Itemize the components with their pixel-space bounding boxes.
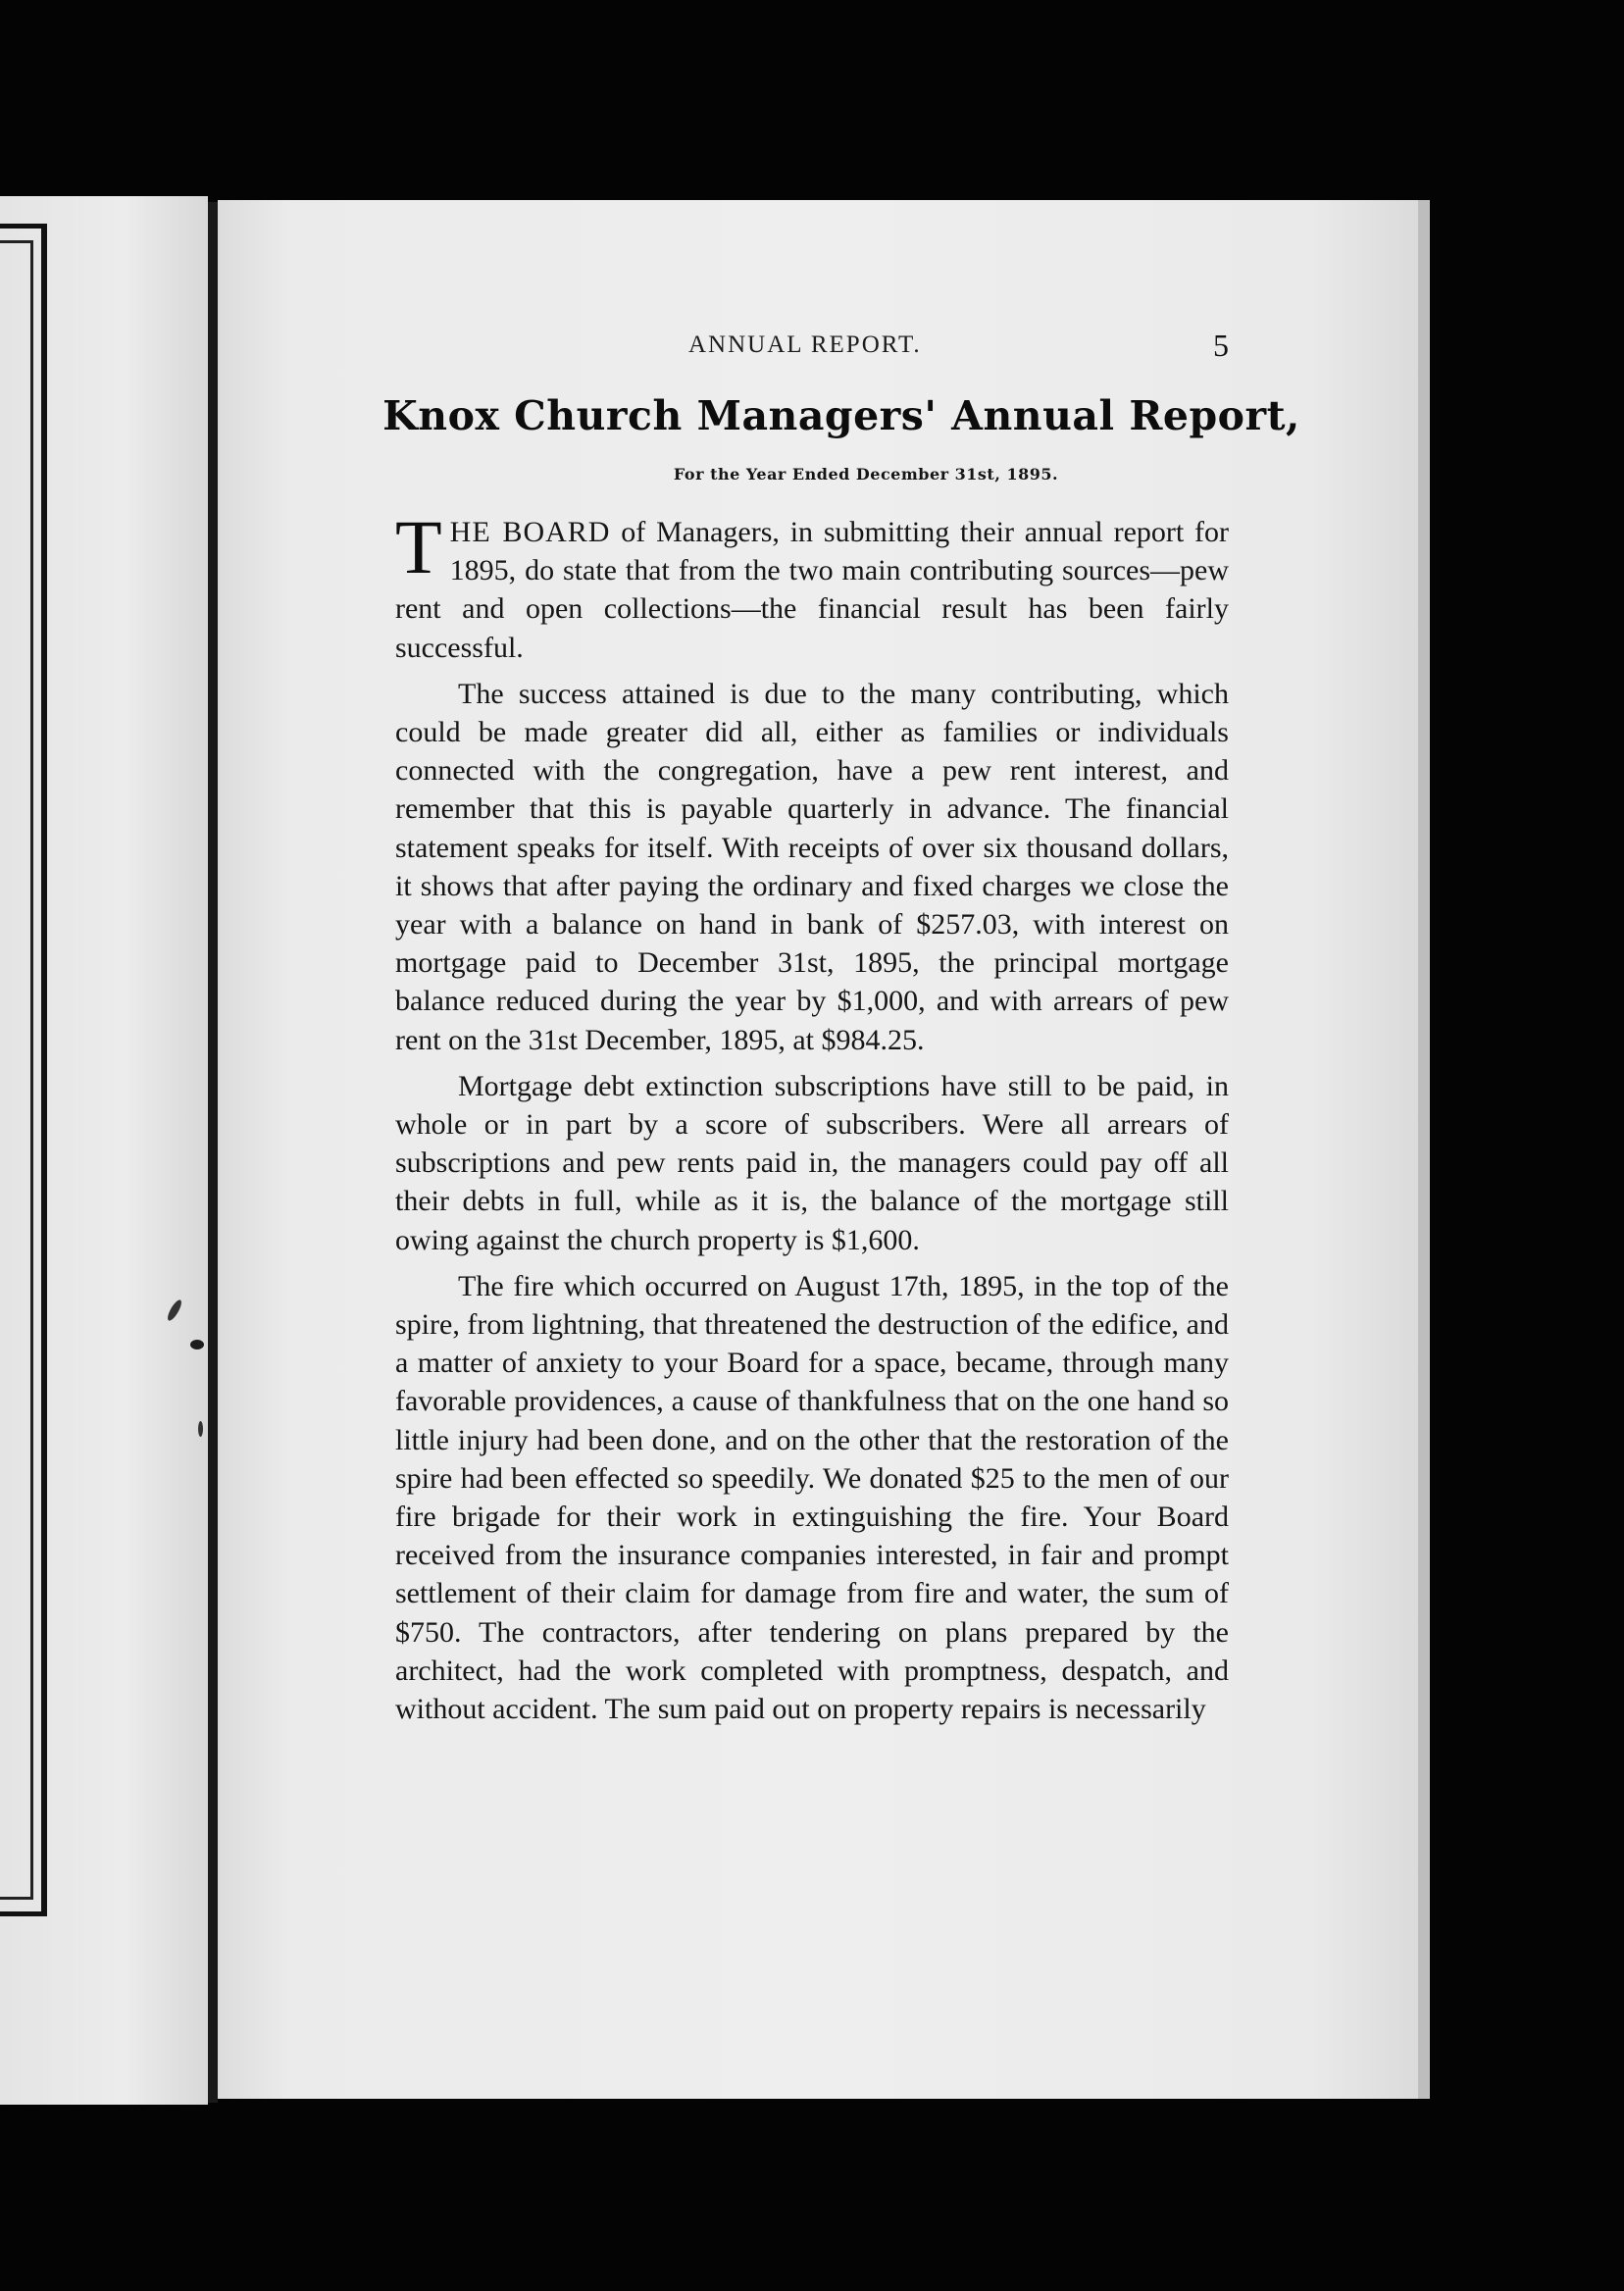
ink-speck — [198, 1421, 203, 1437]
paragraph-1-text: of Managers, in submitting their annual report for 1895, do state that from the two main contributing sources—pew rent and open collections—the financial result has been fairly successful. — [395, 516, 1229, 664]
facing-page-border — [0, 224, 47, 1916]
ink-speck — [190, 1340, 204, 1349]
running-head — [218, 328, 1430, 371]
paragraph-1-caps: HE BOARD — [449, 516, 611, 548]
report-body — [395, 504, 1229, 1736]
drop-cap: T — [395, 504, 442, 589]
running-title: ANNUAL REPORT. — [688, 331, 922, 358]
report-subtitle-text: For the Year Ended December 31st, 1895. — [673, 465, 1059, 484]
facing-page-inner-border — [0, 240, 33, 1900]
report-title — [218, 392, 1430, 439]
page-edge — [1418, 200, 1430, 2099]
paragraph-3: Mortgage debt extinction subscriptions have still to be paid, in whole or in part by a score of subscribers. Were all arrears of subscriptions and pew rents paid in, the managers could pay off all their debts in full, while as it is, the balance of the mortgage still owing against the church property is $1,600. — [395, 1069, 1229, 1256]
report-title-text: Knox Church Managers' Annual Report, — [382, 392, 1300, 439]
paragraph-1 — [395, 504, 1229, 667]
report-page — [218, 200, 1430, 2099]
paragraph-4: The fire which occurred on August 17th, 1895, in the top of the spire, from lightning, that threatened the destruction of the edifice, and a matter of anxiety to your Board for a space, became, through many favorable providences, a cause of thankfulness that on the one hand so little injury had been done, and on the other that the restoration of the spire had been effected so speedily. We donated $25 to the men of our fire brigade for their work in extinguishing the fire. Your Board received from the insurance companies interested, in fair and prompt settlement of their claim for damage from fire and water, the sum of $750. The contractors, after tendering on plans prepared by the architect, had the work completed with promptness, despatch, and without accident. The sum paid out on property repairs is necessarily — [395, 1269, 1229, 1726]
paragraph-2: The success attained is due to the many contributing, which could be made greater did all, either as families or individuals connected with the congregation, have a pew rent interest, and remember that this is payable quarterly in advance. The financial statement speaks for itself. With receipts of over six thousand dollars, it shows that after paying the ordinary and fixed charges we close the year with a balance on hand in bank of $257.03, with interest on mortgage paid to December 31st, 1895, the principal mortgage balance reduced during the year by $1,000, and with arrears of pew rent on the 31st December, 1895, at $984.25. — [395, 677, 1229, 1056]
report-subtitle — [218, 465, 1430, 484]
page-number: 5 — [1213, 328, 1229, 363]
book-gutter — [208, 202, 218, 2103]
